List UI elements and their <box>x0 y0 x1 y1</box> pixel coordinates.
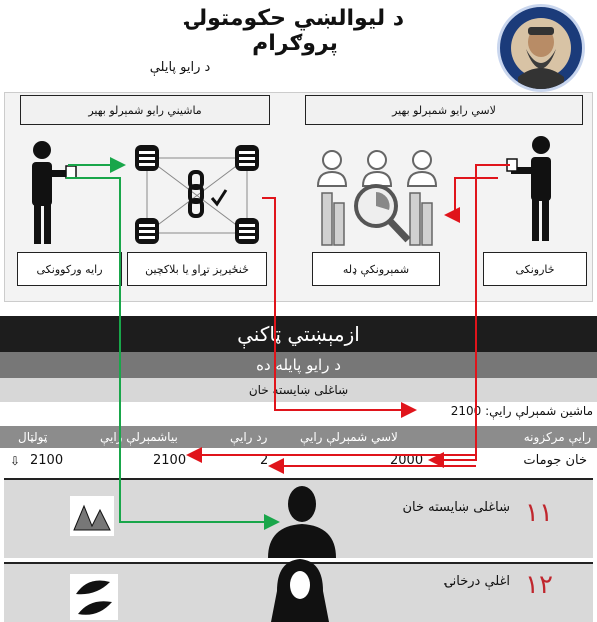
candidate-name-11: ښاغلی ښایسته خان <box>402 500 510 515</box>
export-icon[interactable]: ⇩ <box>10 454 21 468</box>
table-row <box>0 450 597 474</box>
program-logo <box>497 4 585 92</box>
machine-count-value: 2100 <box>450 404 482 418</box>
machine-count-line <box>280 404 593 418</box>
candidate-name-12: اغلې درخانۍ <box>445 574 510 589</box>
col-manual: لاسي شمېرلې رایې <box>300 430 398 444</box>
candidate-number-12: ۱۲ <box>525 570 553 600</box>
candidate-avatar-female-icon <box>255 555 345 622</box>
cell-rejected: 2 <box>260 453 269 468</box>
cell-center: خان جومات <box>523 453 587 468</box>
voter-label: رایه ورکوونکی <box>17 252 122 286</box>
counter-group-label: شمېرونکې ډله <box>312 252 440 286</box>
cell-manual: 2000 <box>390 453 424 468</box>
cell-recount: 2100 <box>153 453 187 468</box>
results-table-header <box>0 426 597 448</box>
candidate-avatar-male-icon <box>262 482 342 558</box>
blockchain-label: ځنځیرېز تړاو یا بلاکچین <box>127 252 267 286</box>
candidate-name-line: ښاغلی ښایسته خان <box>0 378 597 402</box>
col-rejected: رد رایې <box>230 430 268 444</box>
col-center: رایې مرکزونه <box>523 430 591 444</box>
page-title: د لیوالښي حکومتولۍ پروګرام <box>185 6 405 56</box>
cell-total: 2100 <box>30 453 64 468</box>
result-sub-banner: د رایو پایله ده <box>0 352 597 378</box>
counter-group-icon <box>312 148 442 253</box>
machine-count-label: ماشین شمېرلې رایې: <box>485 404 593 418</box>
voter-icon <box>20 140 80 250</box>
col-total: ټولټال <box>18 430 48 444</box>
test-election-banner: ازمېښتي ټاکنې <box>0 316 597 352</box>
candidate-symbol-mountains-icon <box>70 496 114 536</box>
machine-counting-box: ماشیني رایو شمېرلو بهیر <box>20 95 270 125</box>
col-recount: بیاشمېرلې رایې <box>100 430 178 444</box>
manual-counting-box: لاسي رایو شمېرلو بهیر <box>305 95 583 125</box>
candidate-number-11: ۱۱ <box>525 498 553 528</box>
candidate-symbol-leaves-icon <box>70 574 118 620</box>
observer-icon <box>505 135 565 250</box>
observer-label: څارونکی <box>483 252 587 286</box>
page-subtitle: د رایو پایلې <box>149 60 211 75</box>
blockchain-network-icon <box>130 140 265 255</box>
